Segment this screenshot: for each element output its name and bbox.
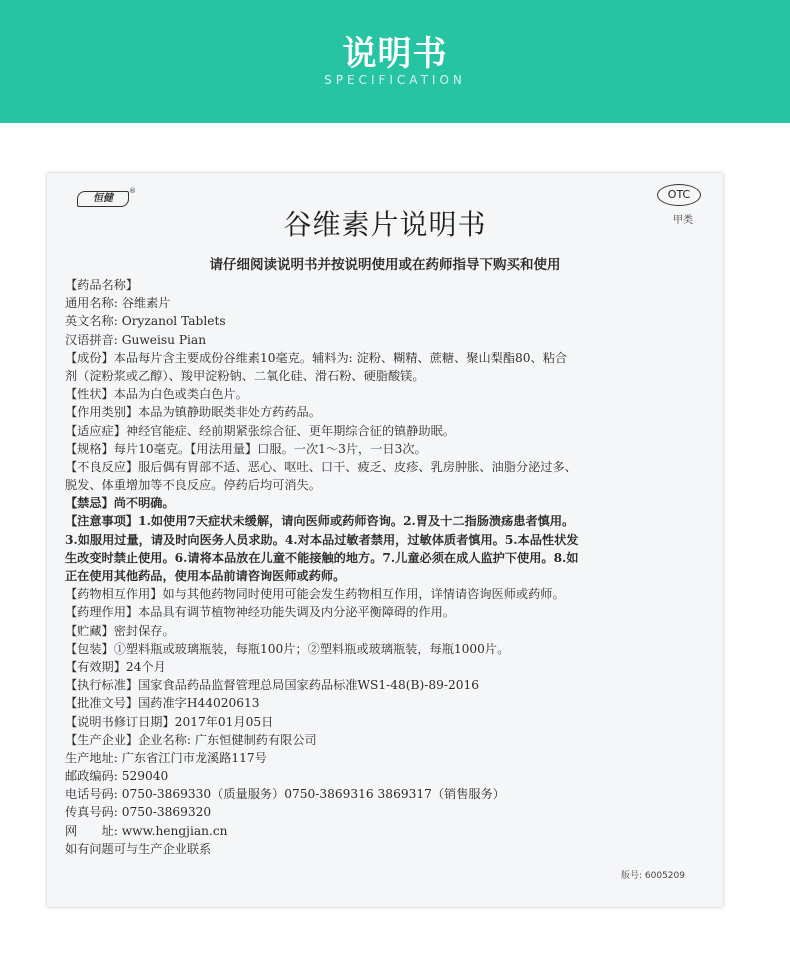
pharmacology: 【药理作用】本品具有调节植物神经功能失调及内分泌平衡障碍的作用。 [65,605,455,620]
precautions-line-4: 正在使用其他药品，使用本品前请咨询医师或药师。 [65,569,346,583]
category: 【作用类别】本品为镇静助眠类非处方药药品。 [65,405,321,420]
manufacturer: 【生产企业】企业名称: 广东恒健制药有限公司 [65,732,317,747]
document-subtitle: 请仔细阅读说明书并按说明使用或在药师指导下购买和使用 [209,257,561,273]
version-number: 版号: 6005209 [621,871,685,881]
ingredients-line-1: 【成份】本品每片含主要成份谷维素10毫克。辅料为: 淀粉、糊精、蔗糖、聚山梨酯80、粘合 [65,350,568,365]
precautions-line-1: 【注意事项】1.如使用7天症状未缓解，请向医师或药师咨询。2.胃及十二指肠溃疡患者慎用。 [65,514,575,529]
registered-mark: ® [129,187,136,195]
drug-interactions: 【药物相互作用】如与其他药物同时使用可能会发生药物相互作用，详情请咨询医师或药师。 [65,587,565,602]
header-banner [0,0,790,123]
storage: 【贮藏】密封保存。 [65,623,175,638]
leaflet-body [65,276,715,858]
precautions-line-3: 生改变时禁止使用。6.请将本品放在儿童不能接触的地方。7.儿童必须在成人监护下使用。8.如 [65,550,579,565]
banner-subtitle: SPECIFICATION [324,73,466,87]
revision-date: 【说明书修订日期】2017年01月05日 [65,714,274,729]
pinyin-name: 汉语拼音: Guweisu Pian [65,332,207,347]
brand-logo: 恒健 [77,191,129,207]
document-title: 谷维素片说明书 [283,208,487,241]
contraindications: 【禁忌】尚不明确。 [65,496,175,511]
instruction-leaflet [47,173,723,907]
section-drug-name: 【药品名称】 [65,278,139,292]
english-name: 英文名称: Oryzanol Tablets [65,314,226,329]
manufacturer-address: 生产地址: 广东省江门市龙溪路117号 [65,750,267,765]
fax-number: 传真号码: 0750-3869320 [65,805,212,820]
approval-number: 【批准文号】国药准字H44020613 [65,696,260,711]
contact-note: 如有问题可与生产企业联系 [65,841,212,856]
indications: 【适应症】神经官能症、经前期紧张综合征、更年期综合征的镇静助眠。 [65,423,455,438]
ingredients-line-2: 剂（淀粉浆或乙醇）、羧甲淀粉钠、二氧化硅、滑石粉、硬脂酸镁。 [65,368,425,383]
adverse-reactions-line-1: 【不良反应】服后偶有胃部不适、恶心、呕吐、口干、疲乏、皮疹、乳房肿胀、油脂分泌过多、 [65,459,577,474]
banner-title: 说明书 [342,34,448,74]
shelf-life: 【有效期】24个月 [65,659,166,674]
packaging: 【包装】①塑料瓶或玻璃瓶装，每瓶100片；②塑料瓶或玻璃瓶装，每瓶1000片。 [65,641,510,656]
appearance: 【性状】本品为白色或类白色片。 [65,387,248,402]
precautions-line-2: 3.如服用过量，请及时向医务人员求助。4.对本品过敏者禁用，过敏体质者慎用。5.本品性状发 [65,532,579,547]
website: 网 址: www.hengjian.cn [65,823,228,838]
generic-name: 通用名称: 谷维素片 [65,296,171,311]
adverse-reactions-line-2: 脱发、体重增加等不良反应。停药后均可消失。 [65,478,321,493]
otc-badge: OTC [657,184,701,206]
phone-numbers: 电话号码: 0750-3869330（质量服务）0750-3869316 3869317（销售服务） [65,787,505,802]
postal-code: 邮政编码: 529040 [65,769,169,784]
specification-dosage: 【规格】每片10毫克。【用法用量】口服。一次1～3片，一日3次。 [65,441,427,456]
otc-class-label: 甲类 [673,215,693,226]
standard: 【执行标准】国家食品药品监督管理总局国家药品标准WS1-48(B)-89-2016 [65,678,479,693]
